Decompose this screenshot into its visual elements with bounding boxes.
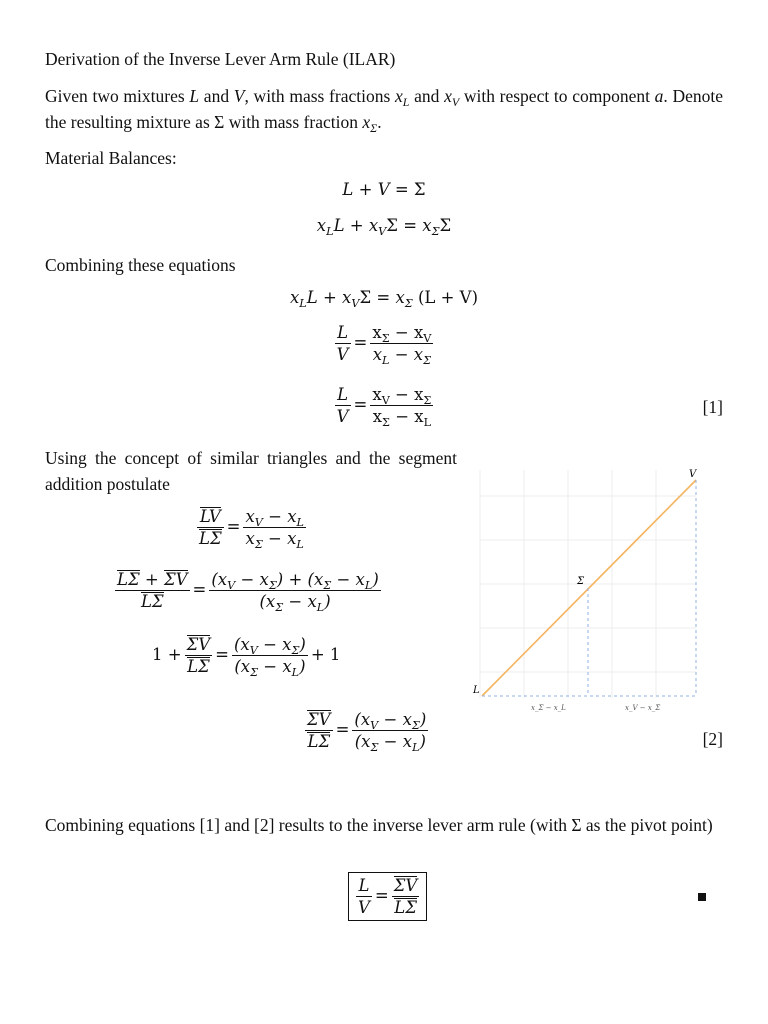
intro-paragraph: Given two mixtures L and V, with mass fractions $x_L$ and $x_V$ with respect to component a. Denote the resulting mixture as Σ with mass fraction $x_\Sigma$. — [45, 86, 724, 136]
document-title: Derivation of the Inverse Lever Arm Rule (ILAR) — [45, 49, 396, 69]
final-paragraph: Combining equations [1] and [2] results to the inverse lever arm rule (with Σ as the pivot point) — [45, 815, 713, 835]
equation-result-2: $\frac{\Sigma V}{L\Sigma}$ = $\frac{(x_V - x_\Sigma)}{(x_\Sigma - x_L)}$ — [307, 710, 427, 754]
equation-balance-total: L + V = Σ — [342, 180, 426, 199]
equation-balance-component: $x_LL + x_V\Sigma = x_\Sigma\Sigma$ — [316, 216, 452, 238]
equation-segment-addition: $\frac{L\Sigma + \Sigma V}{L\Sigma}$ = $\frac{(x_V - x_\Sigma) + (x_\Sigma - x_L)}{(x_\Sigma - x_L)}$ — [117, 570, 379, 614]
diagram-grid — [480, 470, 696, 698]
final-result-box: $\frac{L}{V}$ = $\frac{\Sigma V}{L\Sigma}$ — [348, 872, 427, 921]
point-label-v: V — [689, 469, 697, 480]
equation-similar-triangles: $\frac{LV}{L\Sigma}$ = $\frac{x_V - x_L}{x_\Sigma - x_L}$ — [199, 507, 304, 551]
point-label-sigma: Σ — [577, 576, 585, 587]
equation-ratio-1: $\frac{L}{V}$ = $\frac{x_\Sigma - x_V}{x_L - x_\Sigma}$ — [336, 323, 432, 367]
equation-ratio-2: $\frac{L}{V}$ = $\frac{x_V - x_\Sigma}{x_\Sigma - x_L}$ — [336, 385, 432, 429]
point-label-l: L — [473, 685, 480, 696]
lever-line — [482, 480, 696, 696]
segment-label-right: x_V − x_Σ — [625, 704, 661, 712]
qed-square — [698, 893, 706, 901]
lever-arm-diagram — [466, 460, 726, 720]
equation-combined: $x_LL + x_V\Sigma = x_\Sigma$ (L + V) — [289, 288, 479, 310]
equation-simplified: 1 + $\frac{\Sigma V}{L\Sigma}$ = $\frac{(x_V - x_\Sigma)}{(x_\Sigma - x_L)}$ + 1 — [152, 635, 341, 679]
segment-label-left: x_Σ − x_L — [531, 704, 566, 712]
combining-heading: Combining these equations — [45, 255, 236, 275]
equation-tag-2: [2] — [702, 729, 723, 749]
material-balances-heading: Material Balances: — [45, 148, 177, 168]
equation-tag-1: [1] — [702, 397, 723, 417]
similar-triangles-paragraph: Using the concept of similar triangles and the segment addition postulate — [45, 448, 457, 494]
